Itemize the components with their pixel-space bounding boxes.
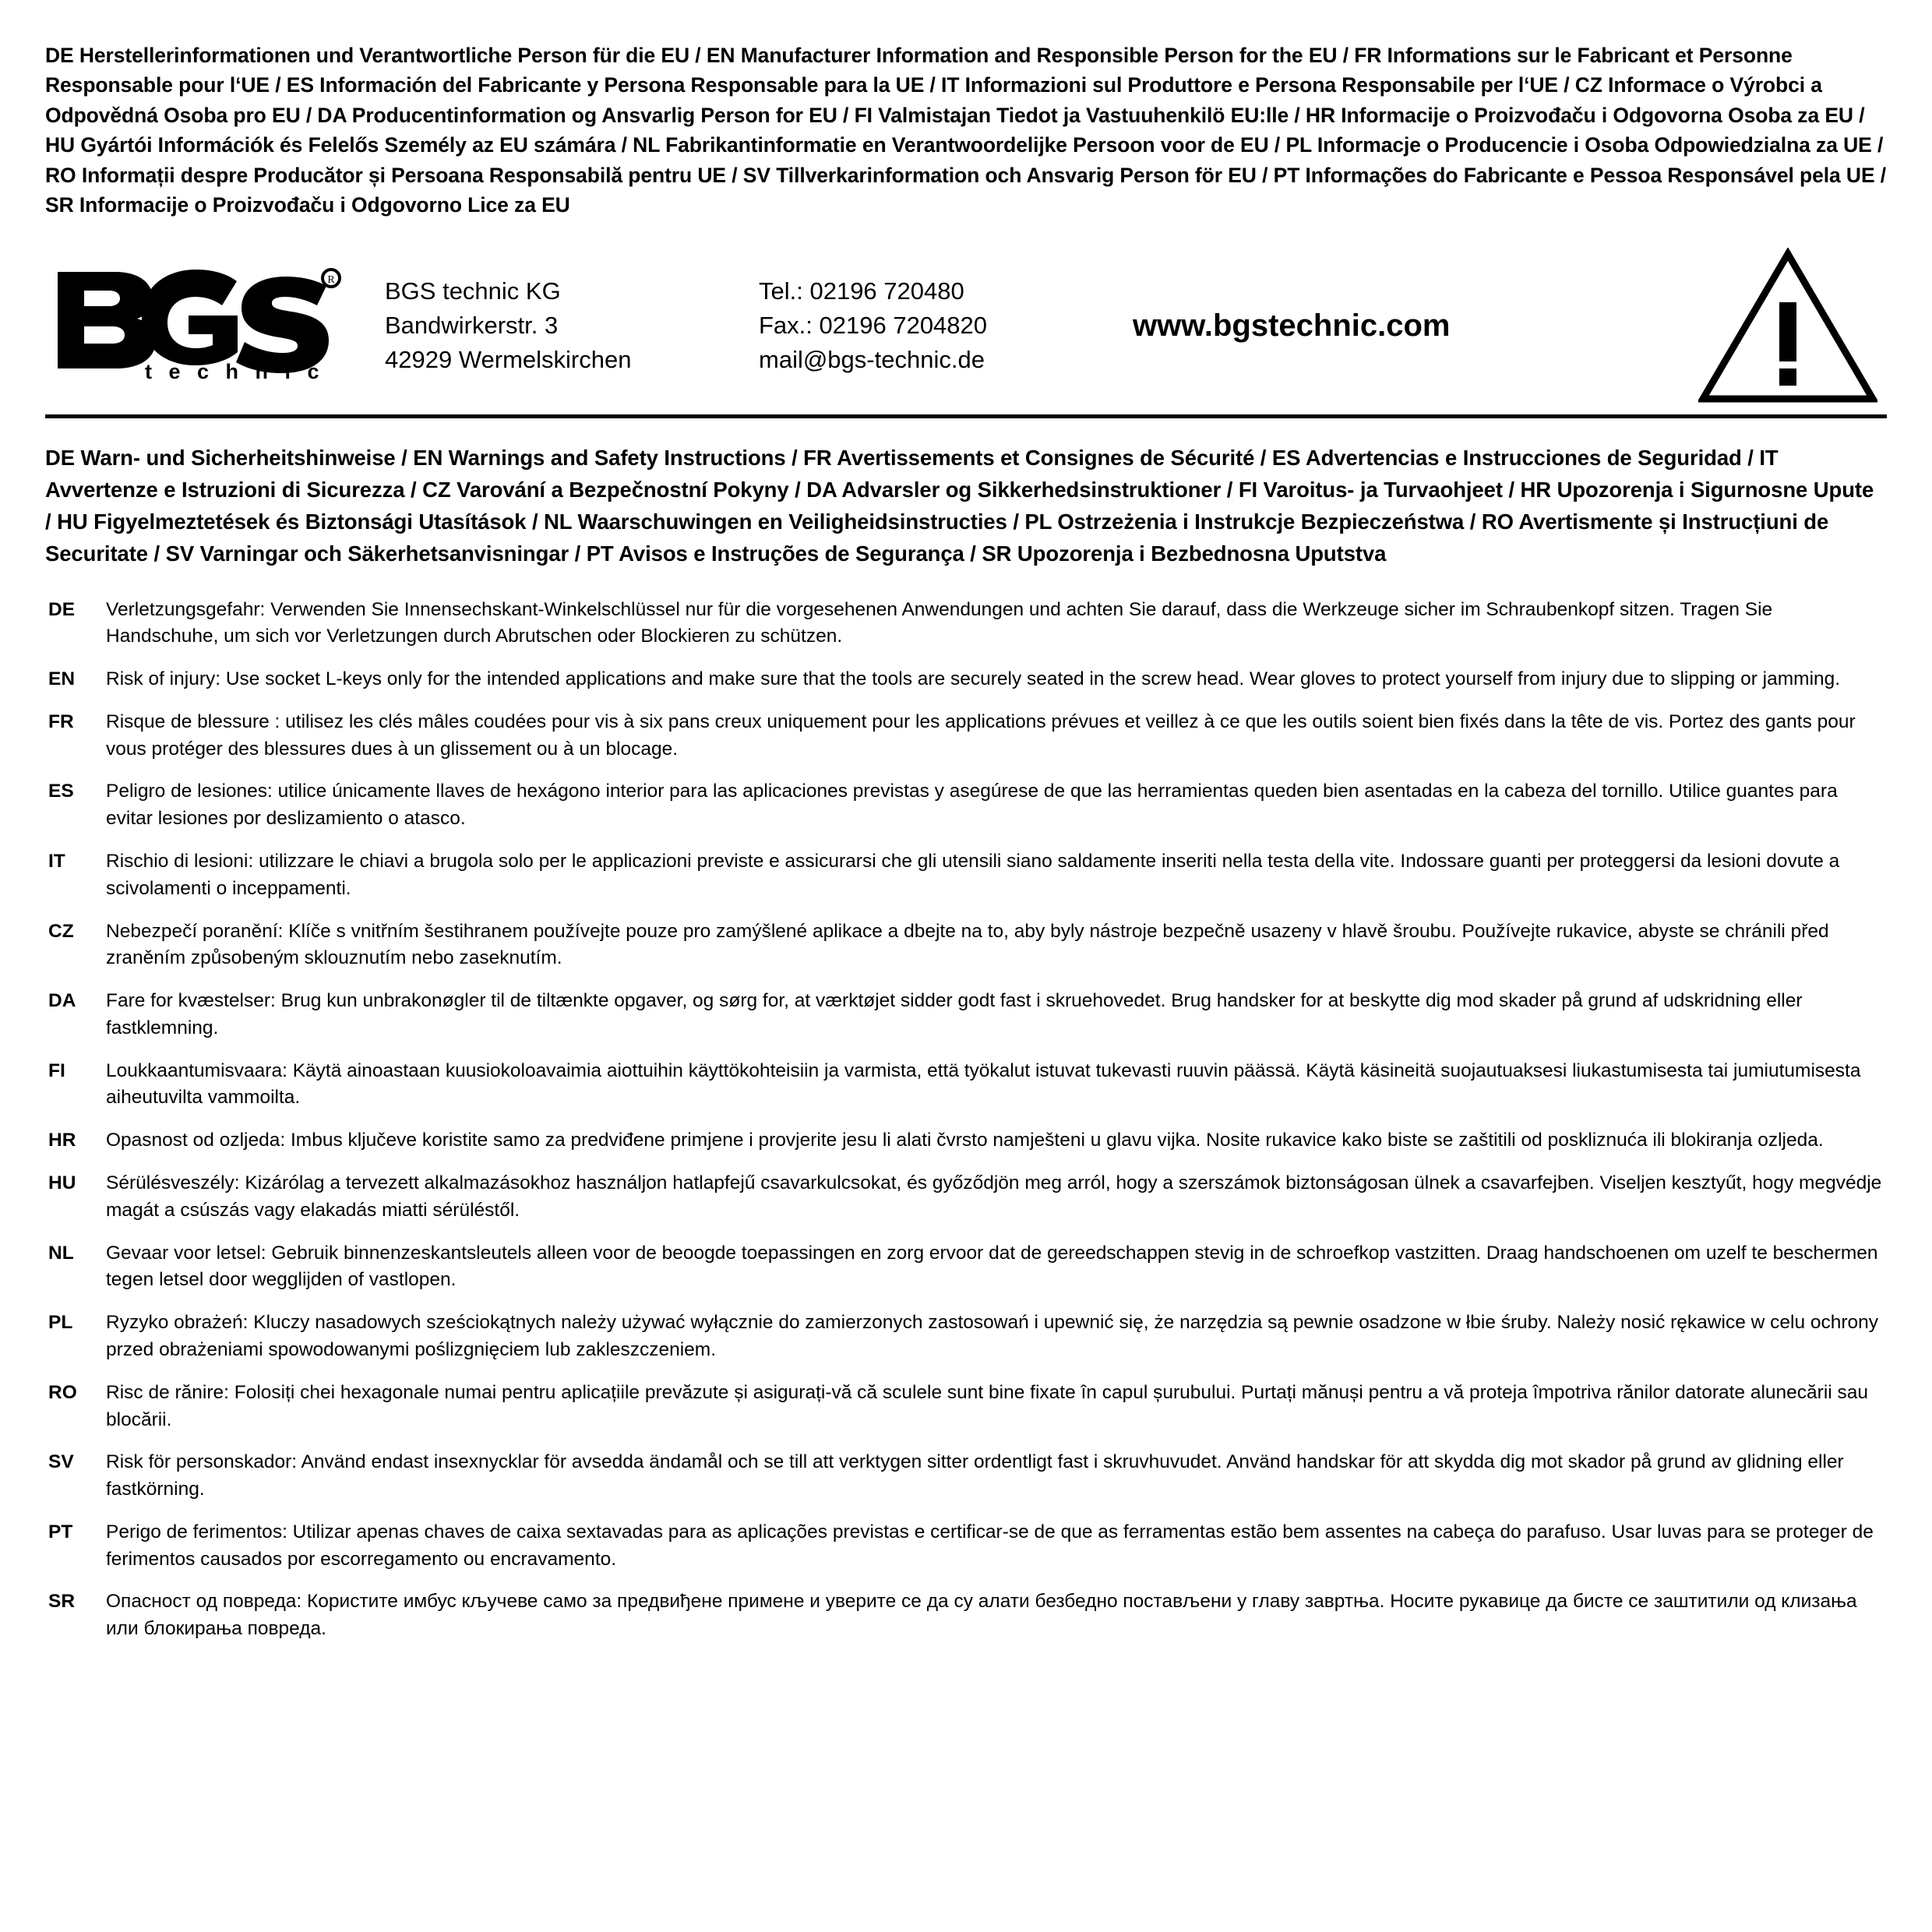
list-item [45, 918, 1887, 973]
instruction-text: Loukkaantumisvaara: Käytä ainoastaan kuusiokoloavaimia aiottuihin käyttökohteisiin ja varmista, että työkalut istuvat tukevasti ruuvin päässä. Käytä käsineitä suojautuaksesi liukastumisesta tai jumiutumisesta aiheutuvilta vammoilta. [106, 1059, 1861, 1109]
company-city: 42929 Wermelskirchen [385, 346, 632, 374]
bgs-logo-graphic [53, 267, 349, 384]
list-item [45, 1240, 1887, 1295]
language-code: ES [48, 781, 74, 802]
company-fax: Fax.: 02196 7204820 [759, 312, 988, 340]
company-name: BGS technic KG [385, 277, 561, 305]
language-code: HU [48, 1172, 76, 1194]
manufacturer-info-heading: DE Herstellerinformationen und Verantwortliche Person für die EU / EN Manufacturer Information and Responsible Person for the EU / FR Informations sur le Fabricant et Personne Responsable pour l‘UE / ES Información del Fabricante y Persona Responsable para la UE / IT Informazioni sul Produttore e Persona Responsabile per l‘UE / CZ Informace o Výrobci a Odpovědná Osoba pro EU / DA Producentinformation og Ansvarlig Person for EU / FI Valmistajan Tiedot ja Vastuuhenkilö EU:lle / HR Informacije o Proizvođaču i Odgovorna Osoba za EU / HU Gyártói Információk és Felelős Személy az EU számára / NL Fabrikantinformatie en Verantwoordelijke Persoon voor de EU / PL Informacje o Producencie i Osoba Odpowiedzialna za UE / RO Informații despre Producător și Persoana Responsabilă pentru UE / SV Tillverkarinformation och Ansvarig Person för EU / PT Informações do Fabricante e Pessoa Responsável pela UE / SR Informacije o Proizvođaču i Odgovorno Lice za EU [45, 44, 1887, 217]
bgs-logo [45, 267, 365, 384]
language-code: FR [48, 710, 74, 732]
language-code: IT [48, 851, 65, 872]
instruction-text: Risque de blessure : utilisez les clés mâles coudées pour vis à six pans creux uniquement pour les applications prévues et veillez à ce que les outils soient bien fixés dans la tête de vis. Portez des gants pour vous protéger des blessures dues à un glissement ou à un blocage. [106, 710, 1856, 760]
instruction-text: Verletzungsgefahr: Verwenden Sie Innensechskant-Winkelschlüssel nur für die vorgesehenen Anwendungen und achten Sie darauf, dass die Werkzeuge sicher im Schraubenkopf sitzen. Tragen Sie Handschuhe, um sich vor Verletzungen durch Abrutschen oder Blockieren zu schützen. [106, 598, 1773, 647]
instruction-text: Fare for kvæstelser: Brug kun unbrakonøgler til de tiltænkte opgaver, og sørg for, at værktøjet sidder godt fast i skruehovedet. Brug handsker for at beskytte dig mod skader på grund af udskridning eller fastklemning. [106, 990, 1803, 1038]
instruction-text: Rischio di lesioni: utilizzare le chiavi a brugola solo per le applicazioni previste e assicurarsi che gli utensili siano saldamente inseriti nella testa della vite. Indossare guanti per proteggersi da lesioni dovute a scivolamenti o inceppamenti. [106, 851, 1840, 899]
safety-instructions-heading: DE Warn- und Sicherheitshinweise / EN Warnings and Safety Instructions / FR Avertissements et Consignes de Sécurité / ES Advertencias e Instrucciones de Seguridad / IT Avvertenze e Istruzioni di Sicurezza / CZ Varování a Bezpečnostní Pokyny / DA Advarsler og Sikkerhedsinstruktioner / FI Varoitus- ja Turvaohjeet / HR Upozorenja i Sigurnosne Upute / HU Figyelmeztetések és Biztonsági Utasítások / NL Waarschuwingen en Veiligheidsinstructies / PL Ostrzeżenia i Instrukcje Bezpieczeństwa / RO Avertismente și Instrucțiuni de Securitate / SV Varningar och Säkerhetsanvisningar / PT Avisos e Instruções de Segurança / SR Upozorenja i Bezbednosna Uputstva [45, 445, 1874, 566]
safety-instruction-list [45, 597, 1887, 1643]
list-item [45, 1588, 1887, 1643]
list-item [45, 709, 1887, 763]
list-item [45, 988, 1887, 1042]
language-code: NL [48, 1242, 74, 1264]
language-code: PT [48, 1521, 73, 1542]
instruction-text: Sérülésveszély: Kizárólag a tervezett alkalmazásokhoz használjon hatlapfejű csavarkulcsokat, és győződjön meg arról, hogy a szerszámok biztonságosan ülnek a csavarfejben. Viseljen kesztyűt, hogy megvédje magát a csúszás vagy elakadás miatti sérüléstől. [106, 1172, 1882, 1221]
instruction-text: Opasnost od ozljeda: Imbus ključeve koristite samo za predviđene primjene i provjerite jesu li alati čvrsto namješteni u glavu vijka. Nosite rukavice kako biste se zaštitili od poskliznuća ili blokiranja ozljeda. [106, 1130, 1824, 1151]
language-code: CZ [48, 920, 74, 942]
list-item [45, 1058, 1887, 1112]
instruction-text: Peligro de lesiones: utilice únicamente llaves de hexágono interior para las aplicaciones previstas y asegúrese de que las herramientas queden bien asentadas en la cabeza del tornillo. Utilice guantes para evitar lesiones por deslizamiento o atasco. [106, 781, 1838, 830]
list-item [45, 1380, 1887, 1434]
language-code: RO [48, 1381, 77, 1403]
instruction-text: Опасност од повреда: Користите имбус кључеве само за предвиђене примене и уверите се да су алати безбедно постављени у главу завртња. Носите рукавице да бисте се заштитили од клизања или блокирања повреда. [106, 1591, 1857, 1640]
svg-text:t e c h n i c: t e c h n i c [145, 360, 325, 384]
language-code: PL [48, 1312, 73, 1334]
company-email: mail@bgs-technic.de [759, 346, 985, 374]
list-item [45, 666, 1887, 693]
language-code: SV [48, 1451, 74, 1473]
list-item [45, 597, 1887, 651]
company-website: www.bgstechnic.com [1133, 308, 1451, 343]
instruction-text: Risc de rănire: Folosiți chei hexagonale numai pentru aplicațiile prevăzute și asigurați-vă că sculele sunt bine fixate în capul șurubului. Purtați mănuși pentru a vă proteja împotriva rănilor datorate alunecării sau blocării. [106, 1381, 1869, 1430]
instruction-text: Risk of injury: Use socket L-keys only for the intended applications and make sure that the tools are securely seated in the screw head. Wear gloves to protect yourself from injury due to slipping or jamming. [106, 668, 1841, 690]
list-item [45, 1170, 1887, 1225]
company-info-block [45, 242, 1887, 410]
company-street: Bandwirkerstr. 3 [385, 312, 559, 340]
language-code: EN [48, 668, 76, 690]
instruction-text: Risk för personskador: Använd endast insexnycklar för avsedda ändamål och se till att verktygen sitter ordentligt fast i skruvhuvudet. Använd handskar för att skydda dig mot skador på grund av glidning eller fastkörning. [106, 1451, 1844, 1500]
language-code: DA [48, 990, 76, 1012]
list-item [45, 1127, 1887, 1155]
list-item [45, 1519, 1887, 1574]
list-item [45, 778, 1887, 833]
list-item [45, 1310, 1887, 1364]
instruction-text: Nebezpečí poranění: Klíče s vnitřním šestihranem používejte pouze pro zamýšlené aplikace a dbejte na to, aby byly nástroje bezpečně usazeny v hlavě šroubu. Používejte rukavice, abyste se chránili před zraněním způsobeným sklouznutím nebo zaseknutím. [106, 920, 1829, 969]
company-contact [759, 274, 1102, 377]
svg-text:R: R [327, 274, 335, 287]
language-code: HR [48, 1130, 76, 1151]
language-code: FI [48, 1059, 65, 1081]
company-address [365, 274, 759, 377]
language-code: SR [48, 1591, 76, 1613]
instruction-text: Gevaar voor letsel: Gebruik binnenzeskantsleutels alleen voor de beoogde toepassingen en zorg ervoor dat de gereedschappen stevig in de schroefkop vastzitten. Draag handschoenen om uzelf te beschermen tegen letsel door wegglijden of vastlopen. [106, 1242, 1878, 1291]
company-tel: Tel.: 02196 720480 [759, 277, 964, 305]
warning-triangle-icon [1690, 248, 1887, 404]
list-item [45, 848, 1887, 903]
instruction-text: Ryzyko obrażeń: Kluczy nasadowych sześciokątnych należy używać wyłącznie do zamierzonych zastosowań i upewnić się, że narzędzia są pewnie osadzone w łbie śruby. Należy nosić rękawice w celu ochrony przed obrażeniami spowodowanymi poślizgnięciem lub zakleszczeniem. [106, 1312, 1879, 1360]
list-item [45, 1449, 1887, 1504]
divider [45, 414, 1887, 418]
instruction-text: Perigo de ferimentos: Utilizar apenas chaves de caixa sextavadas para as aplicações previstas e certificar-se de que as ferramentas estão bem assentes na cabeça do parafuso. Usar luvas para se proteger de ferimentos causados por escorregamento ou encravamento. [106, 1521, 1874, 1570]
language-code: DE [48, 598, 76, 620]
